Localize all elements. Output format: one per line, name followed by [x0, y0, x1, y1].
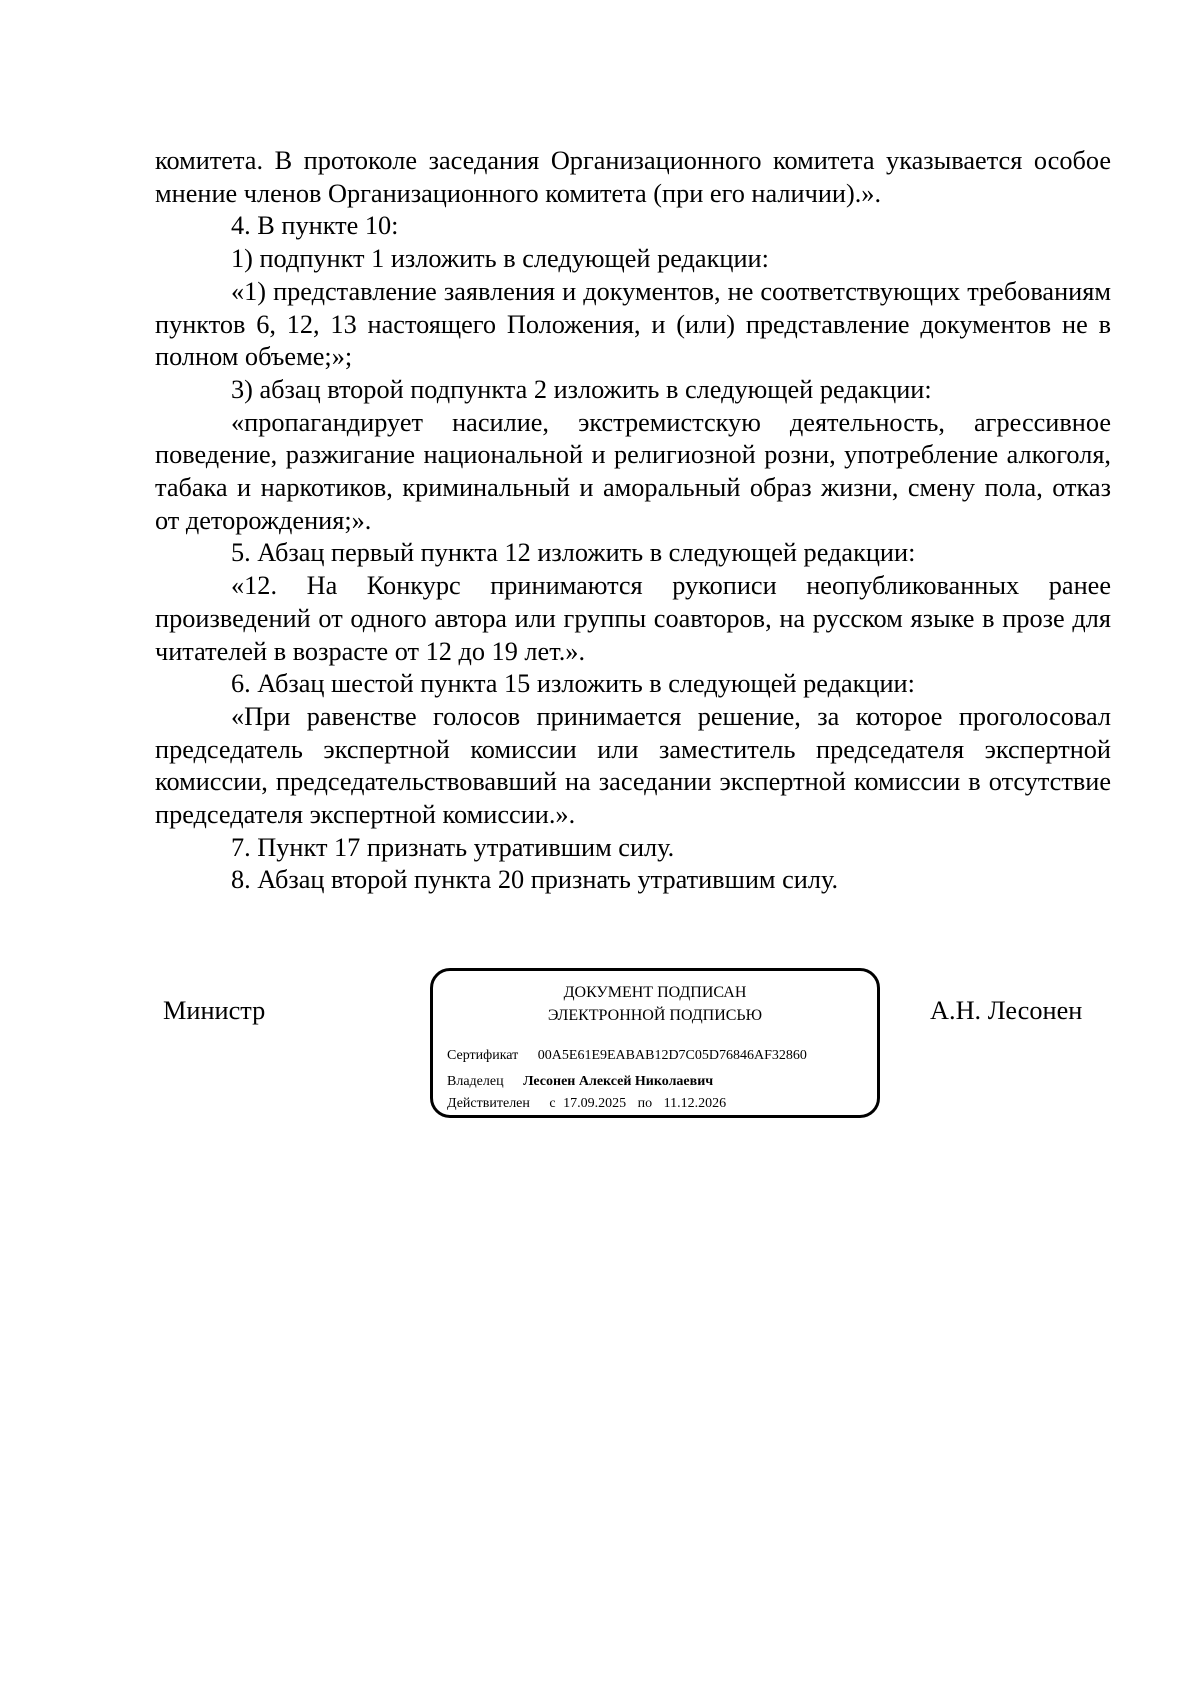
stamp-validity-row	[447, 1095, 730, 1113]
paragraph-item-5: 5. Абзац первый пункта 12 изложить в следующей редакции:	[231, 538, 916, 568]
stamp-valid-to-prefix: по	[637, 1096, 653, 1111]
stamp-certificate-label: Сертификат	[447, 1048, 519, 1063]
stamp-header	[433, 981, 877, 1027]
paragraph-subitem-3: 3) абзац второй подпункта 2 изложить в следующей редакции:	[231, 374, 932, 404]
stamp-title-line2: ЭЛЕКТРОННОЙ ПОДПИСЬЮ	[547, 1007, 763, 1024]
stamp-valid-from: 17.09.2025	[563, 1096, 627, 1111]
stamp-certificate-value: 00A5E61E9EABAB12D7C05D76846AF32860	[537, 1048, 807, 1063]
paragraph-item-6-text: «При равенстве голосов принимается решение, за которое проголосовал председатель экспертной комиссии или заместитель председателя экспертной комиссии, председательствовавший на заседании экспертной комиссии в отсутствие председателя экспертной комиссии.».	[155, 701, 1111, 830]
stamp-owner-value: Лесонен Алексей Николаевич	[523, 1074, 714, 1089]
paragraph-subitem-1-text: «1) представление заявления и документов, не соответствующих требованиям пунктов 6, 12, 13 настоящего Положения, и (или) представление документов не в полном объеме;»;	[155, 276, 1111, 372]
stamp-title-line1: ДОКУМЕНТ ПОДПИСАН	[563, 984, 747, 1001]
stamp-owner-row	[447, 1073, 713, 1091]
signatory-position: Министр	[163, 996, 266, 1025]
paragraph-subitem-3-text: «пропагандирует насилие, экстремистскую деятельность, агрессивное поведение, разжигание национальной и религиозной розни, употребление алкоголя, табака и наркотиков, криминальный и аморальный образ жизни, смену пола, отказ от деторождения;».	[155, 407, 1111, 535]
paragraph-item-4: 4. В пункте 10:	[231, 211, 399, 241]
electronic-signature-stamp	[430, 968, 880, 1118]
stamp-valid-label: Действителен	[447, 1096, 530, 1111]
paragraph-item-8: 8. Абзац второй пункта 20 признать утратившим силу.	[231, 865, 839, 895]
paragraph-continuation: комитета. В протоколе заседания Организационного комитета указывается особое мнение членов Организационного комитета (при его наличии).».	[155, 146, 1111, 208]
paragraph-item-7: 7. Пункт 17 признать утратившим силу.	[231, 832, 675, 862]
paragraph-subitem-1: 1) подпункт 1 изложить в следующей редакции:	[231, 244, 769, 274]
stamp-certificate-row	[447, 1047, 807, 1065]
stamp-valid-from-prefix: с	[549, 1096, 556, 1111]
signatory-name: А.Н. Лесонен	[930, 996, 1083, 1025]
stamp-owner-label: Владелец	[447, 1074, 504, 1089]
document-body	[155, 145, 1111, 897]
stamp-valid-to: 11.12.2026	[663, 1096, 727, 1111]
paragraph-item-6: 6. Абзац шестой пункта 15 изложить в следующей редакции:	[231, 669, 915, 699]
paragraph-item-5-text: «12. На Конкурс принимаются рукописи неопубликованных ранее произведений от одного автора или группы соавторов, на русском языке в прозе для читателей в возрасте от 12 до 19 лет.».	[155, 571, 1111, 666]
